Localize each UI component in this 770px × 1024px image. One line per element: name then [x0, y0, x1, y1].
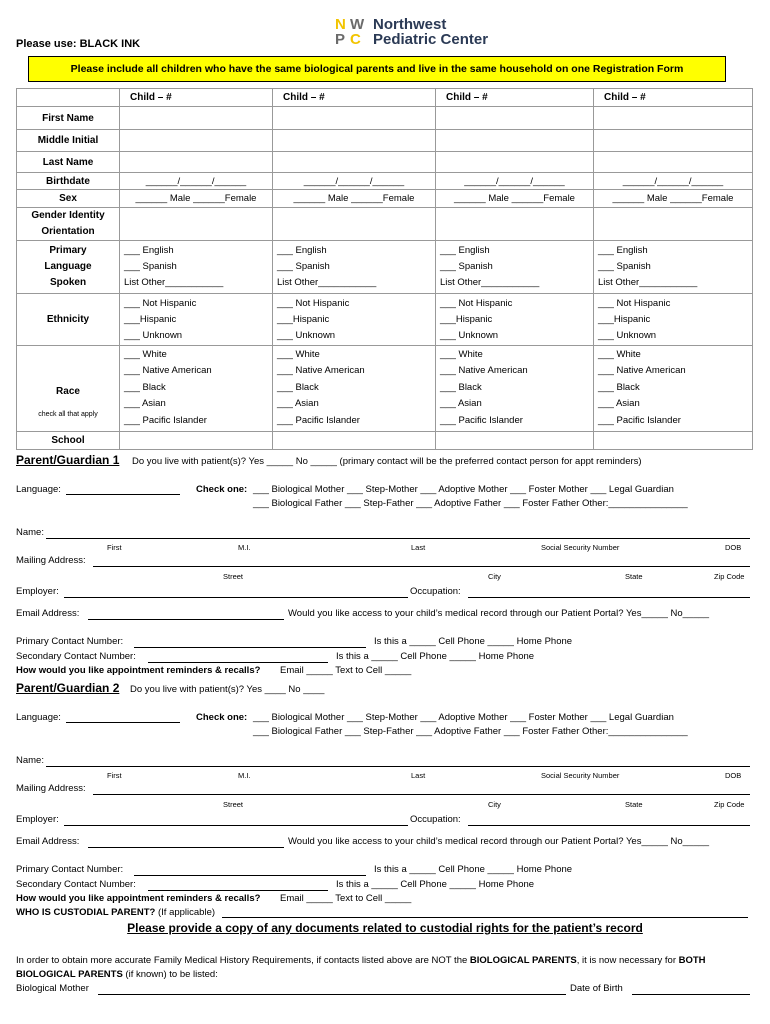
guardian1-email-input[interactable]: [88, 619, 284, 620]
row-label: [17, 345, 120, 431]
sub-label: Social Security Number: [541, 543, 620, 552]
child-info-table: [16, 88, 753, 450]
guardian1-secondary-input[interactable]: [148, 662, 328, 663]
guardian2-email-input[interactable]: [88, 847, 284, 848]
row-label-note: check all that apply: [38, 411, 98, 419]
para-text: In order to obtain more accurate Family Medical History Requirements, if contacts listed above are NOT the: [16, 955, 470, 966]
ethnicity-options[interactable]: [273, 294, 436, 345]
guardian1-relationship-line2[interactable]: ___ Biological Father ___ Step-Father ___ Adoptive Father ___ Foster Father Other:_______________: [253, 498, 688, 509]
option: ___ Native American: [277, 365, 365, 377]
guardian1-name-label: Name:: [16, 527, 44, 538]
first-name-field[interactable]: [273, 107, 436, 129]
guardian2-secondary-type[interactable]: Is this a _____ Cell Phone _____ Home Phone: [336, 879, 535, 890]
guardian2-reminders-choice[interactable]: Email _____ Text to Cell _____: [280, 893, 412, 904]
guardian2-occupation-label: Occupation:: [410, 814, 461, 825]
sub-label: M.I.: [238, 543, 251, 552]
guardian1-primary-label: Primary Contact Number:: [16, 636, 124, 647]
gender-identity-field[interactable]: [273, 207, 436, 241]
sub-label: Street: [223, 800, 244, 809]
first-name-field[interactable]: [594, 107, 753, 129]
first-name-field[interactable]: [120, 107, 273, 129]
guardian2-portal-question[interactable]: Would you like access to your child’s medical record through our Patient Portal? Yes_____ No_____: [288, 836, 710, 847]
row-label: Sex: [17, 190, 120, 207]
guardian1-employer-input[interactable]: [64, 597, 408, 598]
guardian2-secondary-label: Secondary Contact Number:: [16, 879, 136, 890]
row-label: Middle Initial: [17, 129, 120, 151]
option: ___ Native American: [440, 365, 528, 377]
para-bold: BIOLOGICAL PARENTS: [16, 969, 123, 980]
guardian2-secondary-input[interactable]: [148, 890, 328, 891]
guardian2-mailing-input[interactable]: [93, 794, 750, 795]
option: ___ White: [598, 348, 641, 360]
option: List Other___________: [440, 277, 540, 289]
sub-label: First: [107, 771, 122, 780]
option: ___ Spanish: [440, 261, 493, 273]
option: ___ Black: [440, 381, 482, 393]
guardian1-reminders-choice[interactable]: Email _____ Text to Cell _____: [280, 665, 412, 676]
table-row: [17, 207, 753, 241]
sub-label: DOB: [725, 771, 742, 780]
guardian2-primary-type[interactable]: Is this a _____ Cell Phone _____ Home Phone: [374, 864, 573, 875]
middle-initial-field[interactable]: [594, 129, 753, 151]
row-label: Ethnicity: [17, 294, 120, 345]
custodial-documents-notice: Please provide a copy of any documents related to custodial rights for the patient’s record: [127, 921, 643, 935]
row-label-line: Language: [44, 261, 92, 273]
option: ___ Spanish: [124, 261, 177, 273]
family-history-paragraph: [16, 954, 756, 982]
table-row: [17, 345, 753, 431]
option: ___ English: [598, 245, 648, 257]
school-field[interactable]: [594, 431, 753, 450]
ethnicity-options[interactable]: [436, 294, 594, 345]
sub-label: Zip Code: [714, 572, 745, 581]
option: ___ Not Hispanic: [598, 297, 671, 309]
option: ___ Not Hispanic: [440, 297, 513, 309]
option: ___ Asian: [440, 398, 482, 410]
logo-letter: N: [335, 16, 346, 33]
birthdate-field[interactable]: ______/______/______: [273, 172, 436, 189]
guardian1-portal-question[interactable]: Would you like access to your child’s medical record through our Patient Portal? Yes_____ No_____: [288, 608, 710, 619]
logo-text-line1: Northwest: [373, 16, 447, 33]
gender-identity-field[interactable]: [594, 207, 753, 241]
guardian1-language-label: Language:: [16, 484, 61, 495]
sub-label: First: [107, 543, 122, 552]
row-label: First Name: [17, 107, 120, 129]
sub-label: Social Security Number: [541, 771, 620, 780]
guardian2-occupation-input[interactable]: [468, 825, 750, 826]
gender-identity-field[interactable]: [120, 207, 273, 241]
race-options[interactable]: [436, 345, 594, 431]
school-field[interactable]: [273, 431, 436, 450]
logo-letter: P: [335, 31, 346, 48]
language-options[interactable]: [436, 241, 594, 294]
ink-instruction: Please use: BLACK INK: [16, 38, 141, 50]
para-text: (if known) to be listed:: [122, 969, 218, 980]
column-header: Child – #: [273, 89, 436, 107]
option: ___ White: [277, 348, 320, 360]
option: ___ Not Hispanic: [277, 297, 350, 309]
table-row: [17, 172, 753, 189]
language-options[interactable]: [120, 241, 273, 294]
logo-mark-icon: [333, 16, 367, 48]
sub-label: Last: [411, 543, 426, 552]
option: ___ Unknown: [124, 329, 183, 341]
logo-text-line2: Pediatric Center: [373, 31, 489, 48]
guardian2-employer-input[interactable]: [64, 825, 408, 826]
option: ___ Asian: [598, 398, 640, 410]
sub-label: Zip Code: [714, 800, 745, 809]
bio-mother-dob-label: Date of Birth: [570, 983, 623, 994]
guardian2-name-label: Name:: [16, 755, 44, 766]
custodial-parent-input[interactable]: [222, 917, 748, 918]
guardian1-employer-label: Employer:: [16, 586, 59, 597]
header-blank: [17, 89, 120, 107]
guardian1-title: Parent/Guardian 1: [16, 453, 120, 467]
table-row: [17, 294, 753, 345]
logo-letter: W: [350, 16, 365, 33]
language-options[interactable]: [594, 241, 753, 294]
last-name-field[interactable]: [594, 152, 753, 172]
logo-letter: C: [350, 31, 361, 48]
guardian1-mailing-input[interactable]: [93, 566, 750, 567]
guardian1-live-with[interactable]: Do you live with patient(s)? Yes _____ No _____ (primary contact will be the preferred contact person for appt reminders): [132, 456, 642, 467]
bio-mother-label: Biological Mother: [16, 983, 89, 994]
option: ___ Native American: [598, 365, 686, 377]
sex-field[interactable]: ______ Male ______Female: [120, 190, 273, 207]
race-options[interactable]: [120, 345, 273, 431]
option: ___ Black: [124, 381, 166, 393]
option: ___Hispanic: [440, 313, 493, 325]
guardian2-live-with[interactable]: Do you live with patient(s)? Yes ____ No ____: [130, 684, 325, 695]
clinic-logo: [333, 16, 523, 50]
column-header: Child – #: [594, 89, 753, 107]
row-label-line: Race: [56, 386, 80, 398]
row-label-line: Gender Identity: [31, 209, 105, 221]
sub-label: Street: [223, 572, 244, 581]
guardian2-reminders-label: How would you like appointment reminders & recalls?: [16, 893, 261, 904]
option: ___ Black: [277, 381, 319, 393]
table-row: [17, 190, 753, 207]
option: ___ Pacific Islander: [598, 414, 681, 426]
table-row: [17, 107, 753, 129]
custodial-note: (If applicable): [157, 907, 216, 918]
guardian2-language-label: Language:: [16, 712, 61, 723]
sub-label: M.I.: [238, 771, 251, 780]
option: List Other___________: [598, 277, 698, 289]
guardian1-check-one: Check one:: [196, 484, 248, 495]
option: ___ Asian: [277, 398, 319, 410]
sub-label: City: [488, 572, 501, 581]
school-field[interactable]: [436, 431, 594, 450]
guardian1-mailing-label: Mailing Address:: [16, 555, 86, 566]
sex-field[interactable]: ______ Male ______Female: [594, 190, 753, 207]
sex-field[interactable]: ______ Male ______Female: [436, 190, 594, 207]
table-row: [17, 431, 753, 450]
guardian1-reminders-label: How would you like appointment reminders & recalls?: [16, 665, 261, 676]
guardian1-email-label: Email Address:: [16, 608, 80, 619]
guardian1-name-input[interactable]: [46, 538, 750, 539]
row-label: School: [17, 431, 120, 450]
option: ___ White: [440, 348, 483, 360]
option: ___ Asian: [124, 398, 166, 410]
guardian2-relationship-line1[interactable]: ___ Biological Mother ___ Step-Mother ___ Adoptive Mother ___ Foster Mother ___ Legal Guardian: [253, 712, 674, 723]
row-label-line: Primary: [49, 245, 87, 257]
option: ___Hispanic: [277, 313, 330, 325]
middle-initial-field[interactable]: [120, 129, 273, 151]
guardian2-relationship-line2[interactable]: ___ Biological Father ___ Step-Father ___ Adoptive Father ___ Foster Father Other:_______________: [253, 726, 688, 737]
gender-identity-field[interactable]: [436, 207, 594, 241]
guardian1-primary-input[interactable]: [134, 647, 366, 648]
guardian1-secondary-label: Secondary Contact Number:: [16, 651, 136, 662]
custodial-label: WHO IS CUSTODIAL PARENT?: [16, 907, 156, 918]
sex-field[interactable]: ______ Male ______Female: [273, 190, 436, 207]
guardian2-employer-label: Employer:: [16, 814, 59, 825]
option: ___ Not Hispanic: [124, 297, 197, 309]
last-name-field[interactable]: [436, 152, 594, 172]
birthdate-field[interactable]: ______/______/______: [594, 172, 753, 189]
table-header-row: [17, 89, 753, 107]
row-label-line: Spoken: [49, 277, 87, 289]
ethnicity-options[interactable]: [594, 294, 753, 345]
guardian2-language-input[interactable]: [66, 722, 180, 723]
option: List Other___________: [124, 277, 224, 289]
race-options[interactable]: [594, 345, 753, 431]
guardian1-occupation-input[interactable]: [468, 597, 750, 598]
table-row: [17, 241, 753, 294]
sub-label: City: [488, 800, 501, 809]
table-row: [17, 152, 753, 172]
school-field[interactable]: [120, 431, 273, 450]
ethnicity-options[interactable]: [120, 294, 273, 345]
guardian1-relationship-line1[interactable]: ___ Biological Mother ___ Step-Mother ___ Adoptive Mother ___ Foster Mother ___ Legal Guardian: [253, 484, 674, 495]
option: ___ English: [440, 245, 490, 257]
row-label: [17, 207, 120, 241]
last-name-field[interactable]: [120, 152, 273, 172]
option: ___ Black: [598, 381, 640, 393]
birthdate-field[interactable]: ______/______/______: [436, 172, 594, 189]
bio-mother-input[interactable]: [98, 994, 566, 995]
language-options[interactable]: [273, 241, 436, 294]
race-options[interactable]: [273, 345, 436, 431]
bio-mother-dob-input[interactable]: [632, 994, 750, 995]
option: ___ English: [124, 245, 174, 257]
sub-label: DOB: [725, 543, 742, 552]
column-header: Child – #: [120, 89, 273, 107]
option: ___ Native American: [124, 365, 212, 377]
option: ___ Pacific Islander: [277, 414, 360, 426]
guardian2-primary-input[interactable]: [134, 875, 366, 876]
para-bold: BOTH: [678, 955, 706, 966]
custodial-parent-question: [16, 907, 215, 918]
row-label: Last Name: [17, 152, 120, 172]
option: ___ Unknown: [598, 329, 657, 341]
guardian1-secondary-type[interactable]: Is this a _____ Cell Phone _____ Home Phone: [336, 651, 535, 662]
middle-initial-field[interactable]: [436, 129, 594, 151]
last-name-field[interactable]: [273, 152, 436, 172]
row-label-line: Orientation: [41, 225, 95, 237]
sub-label: Last: [411, 771, 426, 780]
first-name-field[interactable]: [436, 107, 594, 129]
guardian2-check-one: Check one:: [196, 712, 248, 723]
para-text: , it is now necessary for: [576, 955, 679, 966]
guardian2-title: Parent/Guardian 2: [16, 681, 120, 695]
column-header: Child – #: [436, 89, 594, 107]
guardian2-name-input[interactable]: [46, 766, 750, 767]
sub-label: State: [625, 800, 643, 809]
option: List Other___________: [277, 277, 377, 289]
option: ___ Spanish: [598, 261, 651, 273]
option: ___ English: [277, 245, 327, 257]
guardian1-occupation-label: Occupation:: [410, 586, 461, 597]
option: ___Hispanic: [124, 313, 177, 325]
sub-label: State: [625, 572, 643, 581]
option: ___ Unknown: [440, 329, 499, 341]
instruction-banner: Please include all children who have the same biological parents and live in the same household on one Registration Form: [28, 56, 726, 82]
middle-initial-field[interactable]: [273, 129, 436, 151]
guardian2-mailing-label: Mailing Address:: [16, 783, 86, 794]
guardian2-email-label: Email Address:: [16, 836, 80, 847]
option: ___ Pacific Islander: [124, 414, 207, 426]
guardian1-primary-type[interactable]: Is this a _____ Cell Phone _____ Home Phone: [374, 636, 573, 647]
para-bold: BIOLOGICAL PARENTS: [469, 955, 577, 966]
option: ___ Spanish: [277, 261, 330, 273]
option: ___Hispanic: [598, 313, 651, 325]
guardian2-primary-label: Primary Contact Number:: [16, 864, 124, 875]
guardian1-language-input[interactable]: [66, 494, 180, 495]
row-label: Birthdate: [17, 172, 120, 189]
birthdate-field[interactable]: ______/______/______: [120, 172, 273, 189]
option: ___ Pacific Islander: [440, 414, 523, 426]
row-label: [17, 241, 120, 294]
option: ___ Unknown: [277, 329, 336, 341]
option: ___ White: [124, 348, 167, 360]
table-row: [17, 129, 753, 151]
